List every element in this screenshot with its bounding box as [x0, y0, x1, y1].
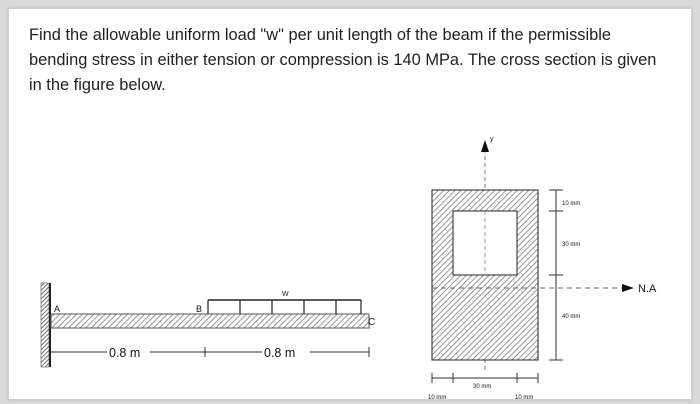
distributed-load	[208, 300, 361, 314]
span-label-1: 0.8 m	[109, 346, 141, 360]
problem-statement: Find the allowable uniform load "w" per unit length of the beam if the permissible bending stress in either tension or compression is 140 MPa. The cross section is given in the figure below.	[29, 26, 657, 94]
dim-hole-height: 30 mm	[562, 242, 581, 248]
neutral-axis-label: N.A	[638, 283, 657, 295]
label-load-w: W	[282, 291, 289, 298]
y-axis-label: y	[490, 136, 494, 143]
label-point-b: B	[196, 304, 203, 314]
beam-dimension-line	[51, 347, 369, 357]
fixed-support-wall	[41, 283, 49, 367]
dim-bottom-height: 40 mm	[562, 314, 581, 320]
span-label-2: 0.8 m	[264, 346, 296, 360]
dim-right-wall: 10 mm	[515, 395, 534, 401]
label-point-a: A	[54, 304, 61, 314]
label-point-c: C	[368, 317, 376, 328]
y-axis-arrow	[481, 140, 489, 152]
dim-left-wall: 10 mm	[428, 395, 447, 401]
dim-hole-width: 30 mm	[473, 384, 492, 390]
dim-top-thickness: 10 mm	[562, 201, 581, 207]
cross-section-diagram	[428, 136, 657, 401]
beam-diagram	[41, 283, 375, 367]
neutral-axis-arrow	[622, 284, 634, 292]
horizontal-dimension-line	[432, 373, 538, 383]
beam	[51, 314, 369, 328]
vertical-dimension-line	[549, 190, 563, 360]
